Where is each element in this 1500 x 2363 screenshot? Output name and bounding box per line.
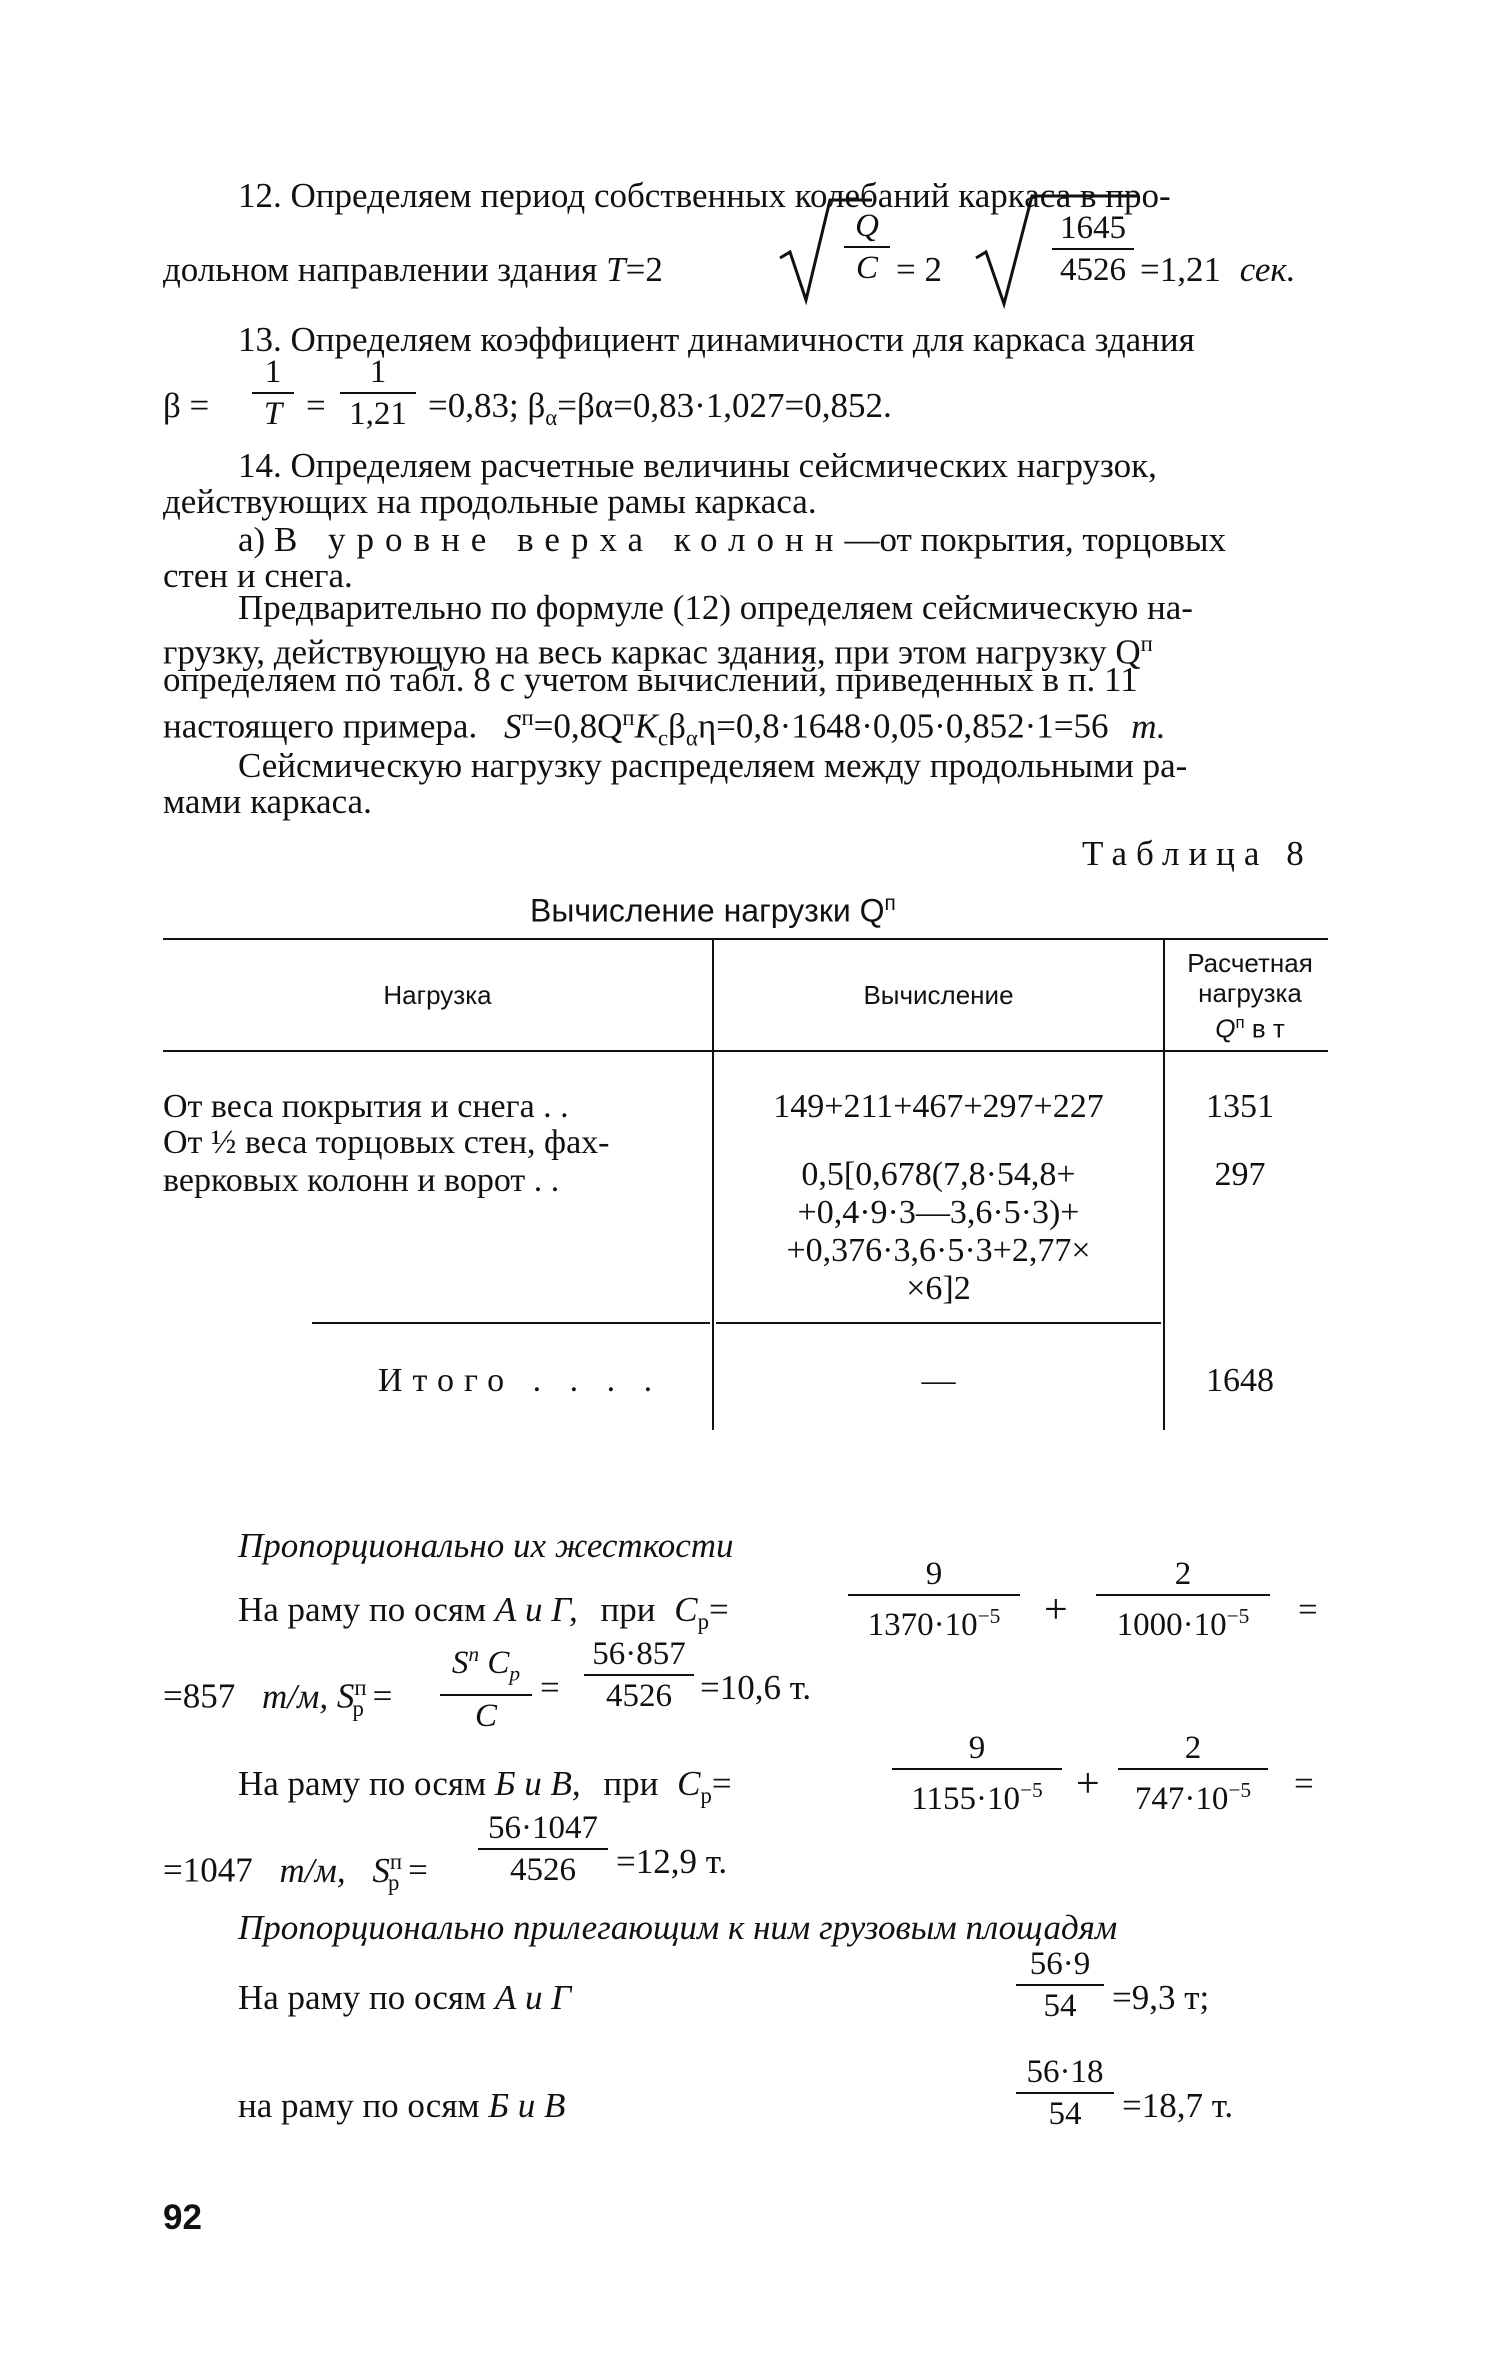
table-total-calc: —	[921, 1362, 956, 1399]
stiff-ag-eq2: =	[540, 1668, 560, 1707]
p12-line1: 12. Определяем период собственных колебаний каркаса в про-	[238, 176, 1171, 215]
p12-result: =1,21 сек.	[1140, 250, 1296, 289]
pre-line4: настоящего примера. $S^п=0,8Q^пK_с\beta_\alpha\eta=0,8\cdot 1648\cdot 0,05\cdot 0,852\cdot 1=56$ т.	[163, 705, 1166, 751]
area-bv-fraction: 56·18 54	[1016, 2054, 1114, 2132]
stiff-bv-fraction-1: 9 $1155\cdot 10^{-5}$	[892, 1730, 1062, 1817]
area-bv-result: =18,7 т.	[1122, 2086, 1234, 2125]
p13-eq: =	[306, 386, 326, 425]
area-ag-text: На раму по осям А и Г	[238, 1978, 572, 2017]
stiff-bv-result: =12,9 т.	[616, 1842, 728, 1881]
p12-T: T	[606, 250, 626, 289]
p14-a: а) В уровне верха колонн—от покрытия, торцовых	[238, 520, 1227, 559]
stiff-bv-fraction-2: 2 $747\cdot 10^{-5}$	[1118, 1730, 1268, 1817]
table-row-2-calc: 0,5[0,678(7,8·54,8+ +0,4·9·3—3,6·5·3)+ +0,376·3,6·5·3+2,77× ×6]2	[786, 1156, 1091, 1307]
stiff-ag-fraction-1: 9 $1370\cdot 10^{-5}$	[848, 1556, 1020, 1643]
table-row-2-name: От ½ веса торцовых стен, фах- верковых колонн и ворот . .	[163, 1124, 610, 1199]
table-header-calc: Вычисление	[863, 980, 1014, 1010]
table-header-load: Нагрузка	[383, 980, 492, 1010]
p12-fraction-1645-4526: 1645 4526	[1052, 210, 1134, 288]
stiff-bv-text: На раму по осям Б и В, при $C_р=$	[238, 1764, 732, 1808]
pre-line3: определяем по табл. 8 с учетом вычислений, приведенных в п. 11	[163, 660, 1138, 699]
area-ag-result: =9,3 т;	[1112, 1978, 1210, 2017]
p12-fraction-q-c: Q C	[844, 208, 890, 286]
stiff-bv-line2: =1047 т/м, $S^п_р$ =	[163, 1849, 428, 1895]
table-total-rule-mid	[716, 1322, 1161, 1324]
p12-text: дольном направлении здания	[163, 250, 598, 289]
stiff-bv-fraction-3: 56·1047 4526	[478, 1810, 608, 1888]
stiff-ag-fraction-2: 2 $1000\cdot 10^{-5}$	[1096, 1556, 1270, 1643]
stiff-ag-result: =10,6 т.	[700, 1668, 812, 1707]
area-ag-fraction: 56·9 54	[1016, 1946, 1104, 2024]
stiff-ag-eq-end: =	[1298, 1590, 1318, 1629]
stiff-ag-plus: +	[1044, 1587, 1068, 1633]
p13-fraction-1-121: 1 1,21	[340, 354, 416, 432]
table-total-rule-left	[312, 1322, 710, 1324]
table-row-1-value: 1351	[1206, 1088, 1274, 1125]
page-number: 92	[163, 2198, 202, 2237]
stiff-bv-eq-end: =	[1294, 1764, 1314, 1803]
area-bv-text: на раму по осям Б и В	[238, 2086, 566, 2125]
stiff-ag-fraction-4: 56·857 4526	[584, 1636, 694, 1714]
p14-a-line2: стен и снега.	[163, 556, 353, 595]
table-label: Таблица 8	[1082, 834, 1313, 873]
table-row-1-name: От веса покрытия и снега . .	[163, 1088, 569, 1125]
p14-line2: действующих на продольные рамы каркаса.	[163, 482, 817, 521]
table-row-1-calc: 149+211+467+297+227	[773, 1088, 1104, 1125]
stiff-ag-fraction-3: $S^п$ $C_р$ C	[440, 1636, 532, 1734]
table-caption: Вычисление нагрузки $Q^п$	[530, 892, 896, 929]
table-row-2-value: 297	[1214, 1156, 1266, 1193]
stiff-heading: Пропорционально их жесткости	[238, 1526, 734, 1565]
pre-line1: Предварительно по формуле (12) определяем сейсмическую на-	[238, 588, 1193, 627]
p14-line1: 14. Определяем расчетные величины сейсмических нагрузок,	[238, 446, 1157, 485]
table-total-value: 1648	[1206, 1362, 1274, 1399]
table-top-rule	[163, 938, 1328, 940]
p12-eq3: = 2	[896, 250, 942, 289]
pre-line2: грузку, действующую на весь каркас здания, при этом нагрузку $Q^п$	[163, 631, 1153, 672]
p12-eq2: =2	[625, 250, 663, 289]
p13-rest: =0,83; $\beta_\alpha=\beta\alpha=0,83\cdot 1,027=0,852$.	[428, 386, 892, 430]
dist-line1: Сейсмическую нагрузку распределяем между продольными ра-	[238, 746, 1188, 785]
p13-line1: 13. Определяем коэффициент динамичности для каркаса здания	[238, 320, 1195, 359]
p12-line2	[163, 250, 663, 290]
table-total-label: Итого . . . .	[378, 1362, 663, 1399]
area-heading: Пропорционально прилегающим к ним грузовым площадям	[238, 1908, 1118, 1947]
dist-line2: мами каркаса.	[163, 782, 372, 821]
table-header-design-load: Расчетная нагрузка $Q^п$ в т	[1187, 948, 1313, 1044]
p13-fraction-1-t: 1 T	[252, 354, 294, 432]
table-header-rule	[163, 1050, 1328, 1052]
stiff-ag-text: На раму по осям А и Г, при $C_р=$	[238, 1590, 729, 1634]
p13-beta: β =	[163, 386, 210, 425]
stiff-ag-line2: =857 т/м, $S^п_р$ =	[163, 1675, 393, 1721]
stiff-bv-plus: +	[1076, 1761, 1100, 1807]
